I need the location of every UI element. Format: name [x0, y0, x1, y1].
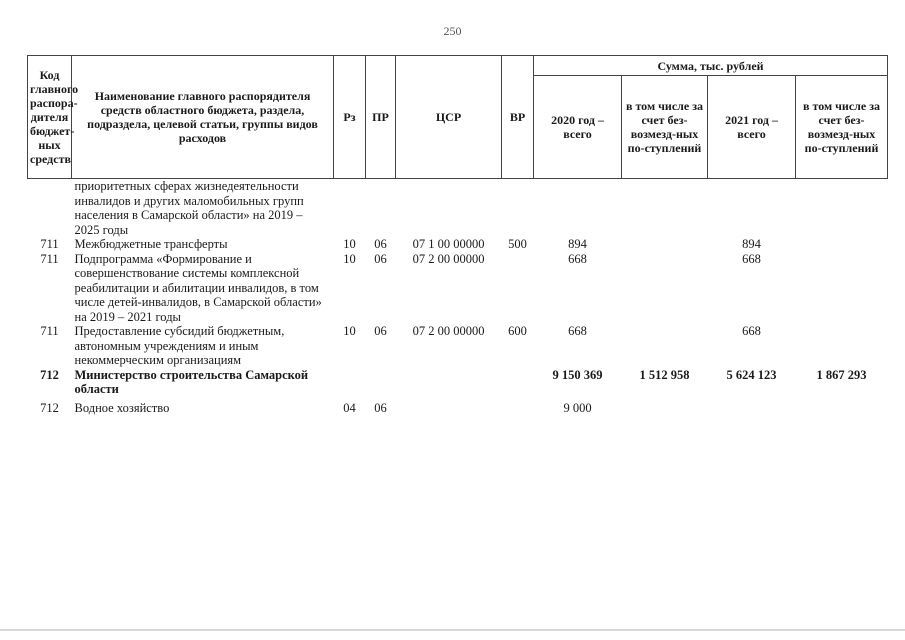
header-sum-2020: 2020 год – всего	[534, 76, 622, 179]
row-vr	[502, 397, 534, 416]
budget-table	[27, 55, 888, 415]
table-row-ministry	[28, 368, 888, 397]
header-pr: ПР	[366, 56, 396, 179]
row-sum-2021-free: 1 867 293	[816, 367, 867, 382]
row-sum-2021: 668	[742, 251, 761, 266]
row-sum-2020: 894	[568, 237, 587, 251]
row-pr: 06	[374, 324, 387, 338]
row-sum-2020-free	[622, 179, 708, 238]
row-csr: 07 1 00 00000	[412, 237, 485, 251]
row-pr	[366, 368, 396, 397]
row-rz: 04	[343, 400, 356, 415]
scan-bottom-edge	[0, 629, 905, 631]
page-number: 250	[443, 24, 462, 38]
row-pr: 06	[374, 251, 387, 266]
header-sum-2021-free: в том числе за счет без-возмезд-ных по-ступлений	[796, 76, 888, 179]
row-rz: 10	[343, 237, 356, 251]
row-sum-2020: 668	[568, 251, 587, 266]
row-csr: 07 2 00 00000	[412, 251, 485, 266]
row-csr	[396, 179, 502, 238]
row-sum-2020-free: 1 512 958	[639, 367, 690, 382]
table-row	[28, 324, 888, 368]
row-sum-2020: 9 000	[563, 400, 592, 415]
row-pr: 06	[374, 400, 387, 415]
table-row	[28, 179, 888, 238]
row-sum-2021-free	[796, 237, 888, 252]
row-csr	[396, 368, 502, 397]
header-sum-2020-free: в том числе за счет без-возмезд-ных по-ступлений	[622, 76, 708, 179]
row-vr	[502, 368, 534, 397]
header-vr: ВР	[502, 56, 534, 179]
row-vr: 600	[508, 324, 527, 338]
row-pr	[366, 179, 396, 238]
row-code	[28, 179, 72, 238]
row-rz: 10	[343, 251, 356, 266]
row-name: Министерство строительства Самарской области	[74, 367, 309, 396]
row-sum-2021-free	[796, 179, 888, 238]
row-sum-2021: 5 624 123	[726, 367, 777, 382]
row-sum-2021: 894	[742, 237, 761, 251]
row-sum-2020	[534, 179, 622, 238]
row-name: Межбюджетные трансферты	[74, 237, 228, 251]
row-code: 711	[40, 251, 59, 266]
row-sum-2021: 668	[742, 324, 761, 338]
table-row	[28, 252, 888, 325]
row-sum-2021-free	[796, 252, 888, 325]
row-name: Подпрограмма «Формирование и совершенствование системы комплексной реабилитации и абилитации инвалидов, в том числе детей-инвалидов, в Самарской области» на 2019 – 2021 годы	[74, 251, 322, 324]
row-code: 711	[40, 237, 59, 251]
row-pr: 06	[374, 237, 387, 251]
row-sum-2020: 9 150 369	[552, 367, 603, 382]
row-sum-2020: 668	[568, 324, 587, 338]
row-vr	[502, 252, 534, 325]
row-rz	[334, 179, 366, 238]
row-sum-2021	[708, 179, 796, 238]
header-name: Наименование главного распорядителя средств областного бюджета, раздела, подраздела, целевой статьи, группы видов расходов	[72, 56, 334, 179]
row-code: 712	[40, 367, 59, 382]
row-sum-2020-free	[622, 252, 708, 325]
table-row	[28, 397, 888, 416]
row-code: 712	[40, 400, 59, 415]
header-code: Код главного распора-дителя бюджет-ных средств	[28, 56, 72, 179]
row-name: Предоставление субсидий бюджетным, автономным учреждениям и иным некоммерческим организациям	[74, 324, 285, 367]
row-code: 711	[40, 324, 59, 338]
row-name: приоритетных сферах жизнедеятельности инвалидов и других маломобильных групп населения в Самарской области» на 2019 – 2025 годы	[74, 179, 304, 237]
header-sum-2021: 2021 год – всего	[708, 76, 796, 179]
row-vr	[502, 179, 534, 238]
row-sum-2021-free	[796, 397, 888, 416]
header-csr: ЦСР	[396, 56, 502, 179]
row-sum-2021-free	[796, 324, 888, 368]
row-rz: 10	[343, 324, 356, 338]
row-rz	[334, 368, 366, 397]
header-sum-group: Сумма, тыс. рублей	[534, 56, 888, 76]
table-row	[28, 237, 888, 252]
row-sum-2020-free	[622, 397, 708, 416]
row-name: Водное хозяйство	[74, 400, 170, 415]
row-sum-2020-free	[622, 237, 708, 252]
row-sum-2021	[708, 397, 796, 416]
header-rz: Рз	[334, 56, 366, 179]
row-csr: 07 2 00 00000	[412, 324, 485, 338]
row-csr	[396, 397, 502, 416]
row-vr: 500	[508, 237, 527, 251]
row-sum-2020-free	[622, 324, 708, 368]
